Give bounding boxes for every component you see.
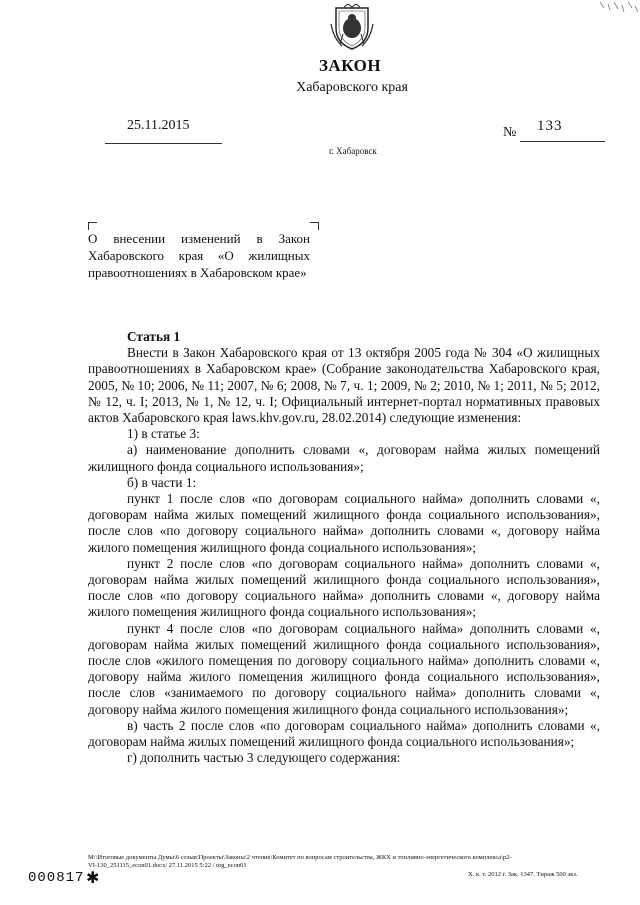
asterisk-icon: ✱ — [86, 870, 100, 887]
law-subject: О внесении изменений в Закон Хабаровского края «О жилищных правоотношениях в Хабаровском крае» — [88, 231, 310, 280]
article-paragraph: в) часть 2 после слов «по договорам социального найма» дополнить словами «, договорам найма жилых помещений жилищного фонда социального использования»; — [88, 717, 600, 750]
document-subtitle: Хабаровского края — [296, 80, 408, 95]
article-paragraph: г) дополнить частью 3 следующего содержания: — [127, 750, 401, 766]
number-sign: № — [503, 125, 517, 140]
file-path-line: М:\Итоговые документы Думы\6 созыв\Проекты\Законы\2 чтение\Комитет по вопросам строительства, ЖКХ и топливно-энергетического комплекса\р2- — [88, 854, 512, 861]
article-heading: Статья 1 — [127, 329, 181, 344]
date-underline — [105, 143, 222, 144]
corner-stamp-mark — [580, 0, 640, 30]
law-date: 25.11.2015 — [127, 118, 190, 133]
article-paragraph: пункт 2 после слов «по договорам социального найма» дополнить словами «, договорам найма жилых помещений жилищного фонда социального использования», после слов «по договору социального найма» дополнить словами «, договору найма жилого помещения жилищного фонда социального использования»; — [88, 555, 600, 620]
number-underline — [520, 141, 605, 142]
article-paragraph: пункт 1 после слов «по договорам социального найма» дополнить словами «, договорам найма жилых помещений жилищного фонда социального использования», после слов «по договору социального найма» дополнить словами «, договору найма жилого помещения жилищного фонда социального использования»; — [88, 491, 600, 555]
article-paragraph: пункт 4 после слов «по договорам социального найма» дополнить словами «, договорам найма жилых помещений жилищного фонда социального использования», после слов «жилого помещения по договору социального найма» дополнить словами «, договору найма жилого помещения жилищного фонда социального использования», после слов «занимаемого по договору социального найма» дополнить словами «, договору найма жилого помещения жилищного фонда социального использования»; — [88, 620, 600, 717]
file-path-footer — [88, 854, 608, 870]
article-paragraph: а) наименование дополнить словами «, договорам найма жилых помещений жилищного фонда социального использования»; — [88, 442, 600, 474]
document-id: 000817 — [28, 870, 85, 886]
article-paragraph: б) в части 1: — [127, 474, 197, 490]
document-title: ЗАКОН — [318, 56, 382, 75]
law-number: 133 — [537, 118, 563, 134]
subject-bracket-right — [310, 222, 319, 230]
article-body — [88, 329, 600, 766]
file-path-line: VI-130_251115_econ01.docx/ 27.11.2015 5:22 / org_econ01 — [88, 862, 247, 869]
coat-of-arms-emblem — [330, 4, 374, 50]
print-info: Х. к. т. 2012 г. Зак. 1347. Тираж 500 экз. — [468, 871, 578, 878]
article-paragraph: 1) в статье 3: — [127, 426, 200, 442]
article-paragraph: Внести в Закон Хабаровского края от 13 октября 2005 года № 304 «О жилищных правоотношениях в Хабаровском крае» (Собрание законодательства Хабаровского края, 2005, № 10; 2006, № 11; 2007, № 6; 2008, № 7, ч. 1; 2009, № 2; 2010, № 1; 2011, № 5; 2012, № 12, ч. I; 2013, № 1, № 12, ч. I; Официальный интернет-портал нормативных правовых актов Хабаровского края laws.khv.gov.ru, 28.02.2014) следующие изменения: — [88, 345, 600, 426]
subject-bracket-left — [88, 222, 97, 230]
city-label: г. Хабаровск — [329, 146, 377, 156]
